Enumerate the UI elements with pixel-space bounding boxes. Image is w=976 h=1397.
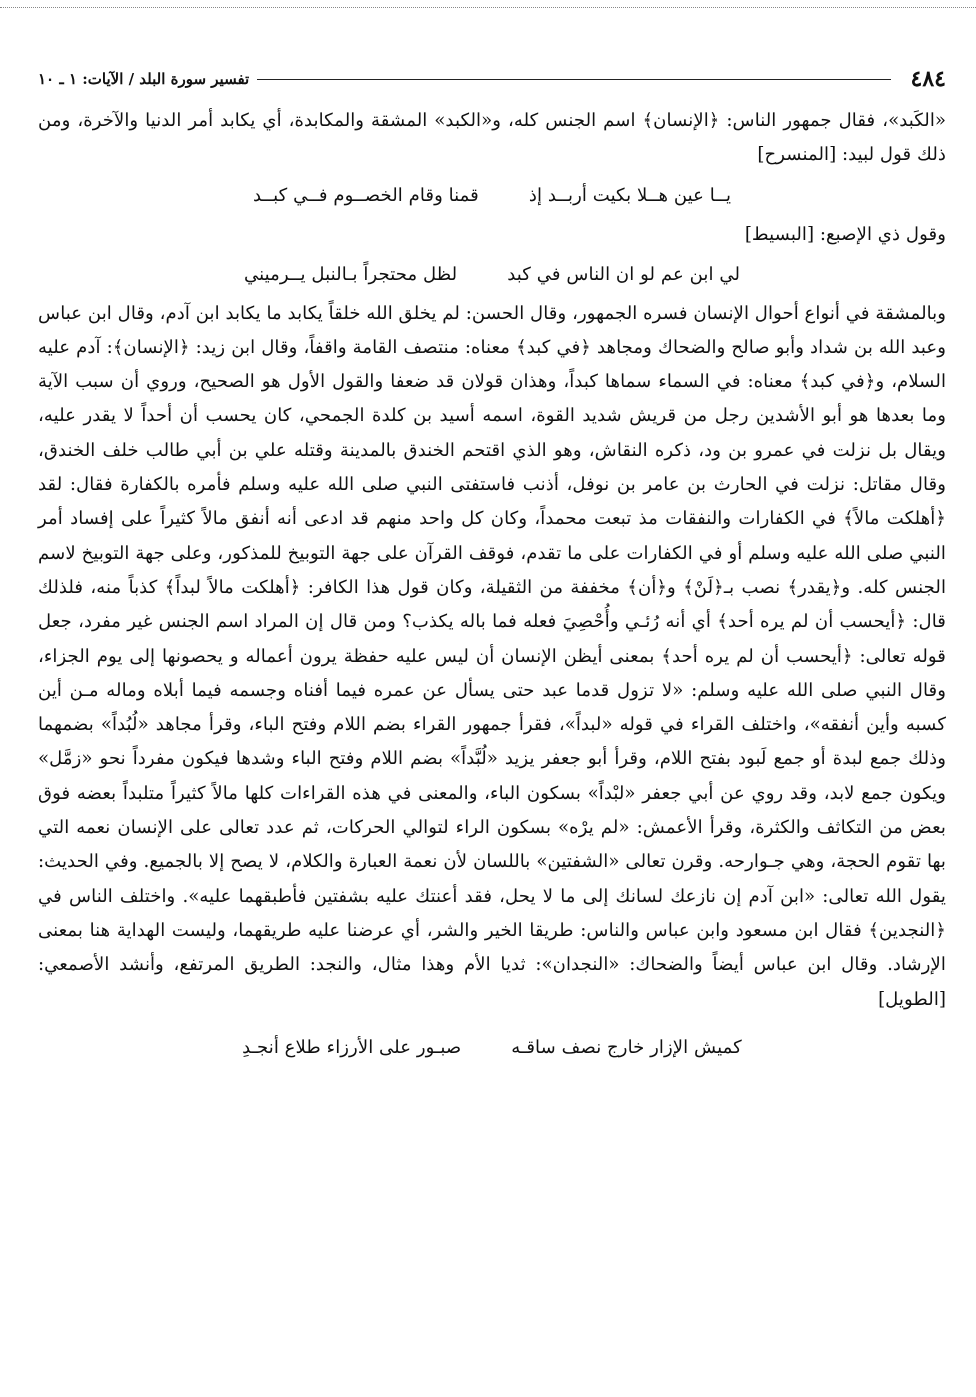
paragraph-2: وقول ذي الإصبع: [البسيط] bbox=[744, 223, 946, 245]
verse-asmai bbox=[38, 1025, 946, 1070]
running-header bbox=[38, 62, 946, 96]
verse-second-hemistich: صبـور على الأرزاء طلاع أنجـدِ bbox=[242, 1036, 462, 1058]
header-rule bbox=[257, 79, 890, 80]
verse-second-hemistich: لظل محتجراً بـالنبل يــرميني bbox=[243, 263, 458, 285]
verse-dhi-al-isba bbox=[38, 252, 946, 297]
header-title: تفسير سورة البلد / الآيات: ١ ـ ١٠ bbox=[38, 70, 250, 88]
top-dotted-rule bbox=[0, 7, 976, 8]
page-number: ٤٨٤ bbox=[910, 66, 946, 92]
verse-labid bbox=[38, 173, 946, 218]
verse-first-hemistich: لي ابن عم لو ان الناس في كبد bbox=[507, 263, 741, 285]
paragraph-3: وبالمشقة في أنواع أحوال الإنسان فسره الجمهور، وقال الحسن: لم يخلق الله خلقاً يكابد ما يكابد ابن آدم، وقال ابن عباس وعبد الله بن شداد وأبو صالح والضحاك ومجاهد ﴿في كبد﴾ معناه: منتصف القامة واقفاً، وقال ابن زيد: ﴿الإنسان﴾: آدم عليه السلام، و﴿في كبد﴾ معناه: في السماء سماها كبداً، وهذان قولان قد ضعفا والقول الأول هو الصحيح، وروي أن سبب الآية وما بعدها هو أبو الأشدين رجل من قريش شديد القوة، اسمه أسيد بن كلدة الجمحي، كان يحسب أن أحداً لا يقدر عليه، ويقال بل نزلت في عمرو بن ود، ذكره النقاش، وهو الذي اقتحم الخندق بالمدينة وقتله علي بن أبي طالب خلف الخندق، وقال مقاتل: نزلت في الحارث بن عامر بن نوفل، أذنب فاستفتى النبي صلى الله عليه وسلم فأمره بالكفارة فقال: لقد ﴿أهلكت مالاً﴾ في الكفارات والنفقات مذ تبعت محمداً، وكان كل واحد منهم قد ادعى أنه أنفق مالاً كثيراً على إفساد أمر النبي صلى الله عليه وسلم أو في الكفارات على ما تقدم، فوقف القرآن على جهة التوبيخ للمذكور، وعلى جهة التوبيخ لاسم الجنس كله. و﴿يقدر﴾ نصب بـ﴿لَنْ﴾ و﴿أن﴾ مخففة من الثقيلة، وكان قول هذا الكافر: ﴿أهلكت مالاً لبداً﴾ كذباً منه، فلذلك قال: ﴿أيحسب أن لم يره أحد﴾ أي أنه رُئـي وأُحْصِيَ فعله فما باله يكذب؟ ومن قال إن المراد اسم الجنس غير مفرد، جعل قوله تعالى: ﴿أيحسب أن لم يره أحد﴾ بمعنى أيظن الإنسان أن ليس عليه حفظة يرون أعماله و يحصونها إلى يوم الجزاء، وقال النبي صلى الله عليه وسلم: «لا تزول قدما عبد حتى يسأل عن عمره فيما أفناه وجسمه فيما أبلاه وماله مـن أين كسبه وأين أنفقه»، واختلف القراء في قوله «لبداً»، فقرأ جمهور القراء بضم اللام وفتح الباء، وقرأ مجاهد «لُبُداً» بضمهما وذلك جمع لبدة أو جمع لَبود بفتح اللام، وقرأ أبو جعفر يزيد «لُبَّداً» بضم اللام وفتح الباء وشدها فيكون مفرداً نحو «زمَّل» ويكون جمع لابد، وقد روي عن أبي جعفر «لبْداً» بسكون الباء، والمعنى في هذه القراءات كلها مالاً كثيراً متلبداً بعضه فوق بعض من التكاثف والكثرة، وقرأ الأعمش: «لم يرْه» بسكون الراء لتوالي الحركات، ثم عدد تعالى على الإنسان نعمه التي بها تقوم الحجة، وهي جـوارحه. وقرن تعالى «الشفتين» باللسان لأن نعمة العبارة والكلام، لا يصح إلا بالجميع. وفي الحديث: يقول الله تعالى: «ابن آدم إن نازعك لسانك إلى ما لا يحل، فقد أعنتك عليه بشفتين فأطبقهما عليه». واختلف الناس في ﴿النجدين﴾ فقال ابن مسعود وابن عباس والناس: طريقا الخير والشر، أي عرضنا عليه طريقهما، وليست الهداية هنا بمعنى الإرشاد. وقال ابن عباس أيضاً والضحاك: «النجدان»: ثديا الأم وهذا مثال، والنجد: الطريق المرتفع، وأنشد الأصمعي: [الطويل] bbox=[38, 302, 946, 1010]
verse-first-hemistich: كميش الإزار خارج نصف ساقـه bbox=[511, 1036, 742, 1058]
verse-second-hemistich: قمنا وقام الخصــوم فــي كبــد bbox=[252, 184, 479, 206]
paragraph-1: «الكَبد»، فقال جمهور الناس: ﴿الإنسان﴾ اسم الجنس كله، و«الكبد» المشقة والمكابدة، أي يكابد أمر الدنيا والآخرة، ومن ذلك قول لبيد: [المنسرح] bbox=[38, 110, 946, 166]
page bbox=[38, 62, 946, 1070]
commentary-body bbox=[38, 104, 946, 1070]
verse-first-hemistich: يــا عين هــلا بكيت أربــد إذ bbox=[528, 184, 732, 206]
